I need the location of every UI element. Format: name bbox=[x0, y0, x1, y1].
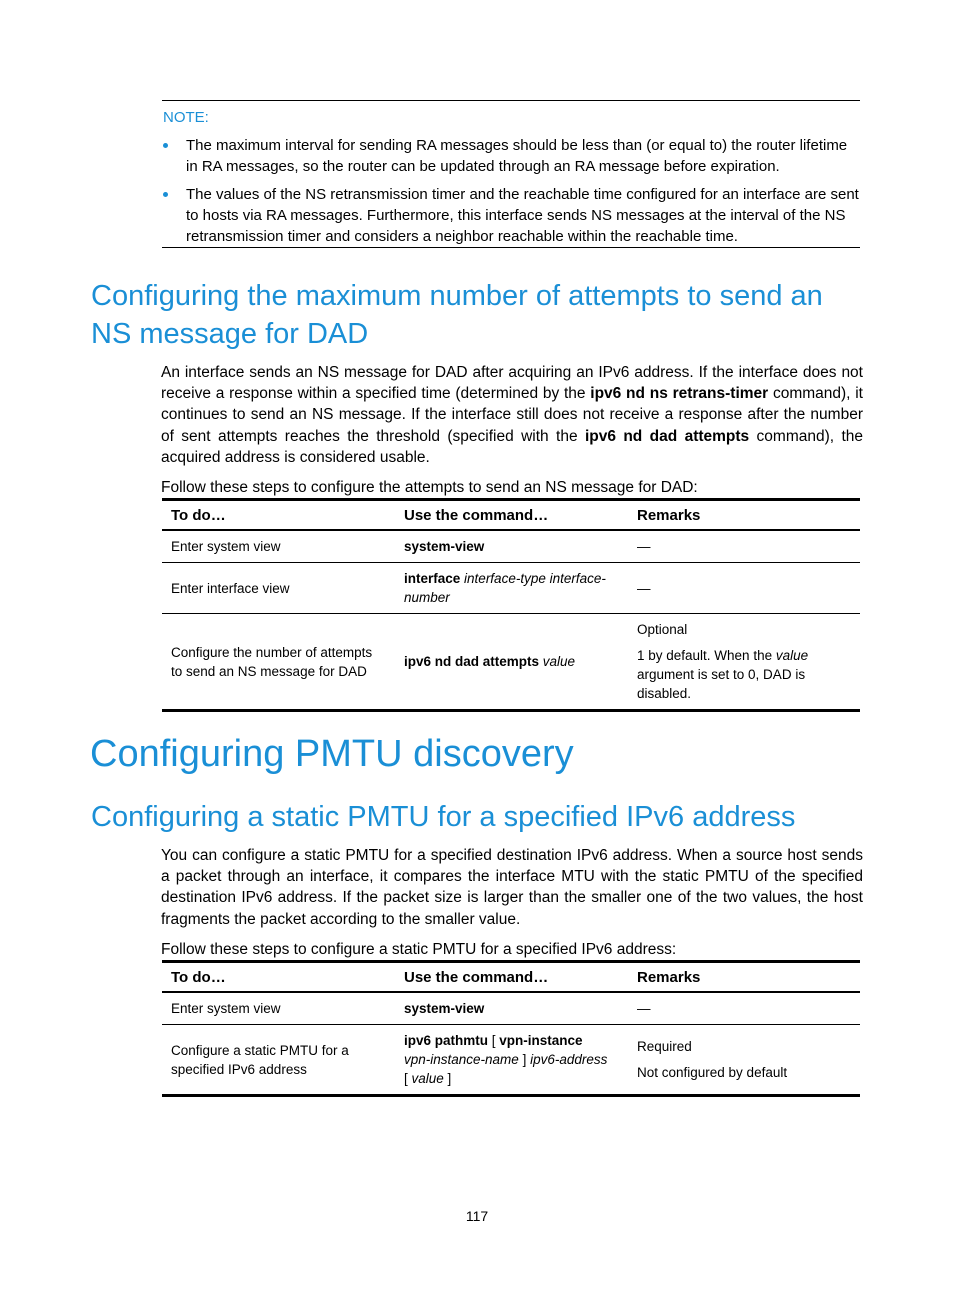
header-todo: To do… bbox=[171, 507, 226, 524]
table-row bbox=[162, 1025, 860, 1096]
header-remarks: Remarks bbox=[637, 969, 701, 986]
bullet-icon bbox=[163, 192, 168, 197]
table-header-row bbox=[162, 500, 860, 531]
header-remarks: Remarks bbox=[637, 507, 701, 524]
bullet-icon bbox=[163, 143, 168, 148]
table-header-row bbox=[162, 962, 860, 993]
header-command: Use the command… bbox=[404, 969, 549, 986]
cell-todo: Enter system view bbox=[162, 530, 395, 563]
cell-remarks: — bbox=[628, 530, 860, 563]
page-number: 117 bbox=[465, 1208, 489, 1224]
section2-paragraph: You can configure a static PMTU for a specified destination IPv6 address. When a source host sends a packet through an interface, it compares the interface MTU with the static PMTU of the specified destination IPv6 address. If the packet size is larger than the smaller one of the two values, the host fragments the packet according to the smaller value. bbox=[161, 847, 863, 928]
table-row bbox=[162, 563, 860, 614]
note-top-rule bbox=[162, 100, 860, 101]
cell-todo: Configure the number of attempts to send an NS message for DAD bbox=[162, 614, 395, 711]
cell-command: ipv6 nd dad attempts value bbox=[395, 614, 628, 711]
note-label: NOTE: bbox=[163, 109, 209, 126]
section-title-dad-attempts: Configuring the maximum number of attempts to send an NS message for DAD bbox=[91, 280, 823, 350]
note-bottom-rule bbox=[162, 247, 860, 248]
table-row bbox=[162, 614, 860, 711]
cell-todo: Configure a static PMTU for a specified IPv6 address bbox=[162, 1025, 395, 1096]
note-item-2: The values of the NS retransmission timer and the reachable time configured for an interface are sent to hosts via RA messages. Furthermore, this interface sends NS messages at the interval of the NS retransmission timer and considers a neighbor reachable within the reachable time. bbox=[186, 186, 859, 245]
pmtu-command-table bbox=[162, 960, 860, 1097]
section1-paragraph: An interface sends an NS message for DAD after acquiring an IPv6 address. If the interface does not receive a response within a specified time (determined by the ipv6 nd ns retrans-timer command), it continues to send an NS message. If the interface still does not receive a response after the number of sent attempts reaches the threshold (specified with the ipv6 nd dad attempts command), the acquired address is considered usable. bbox=[161, 364, 863, 466]
header-command: Use the command… bbox=[404, 507, 549, 524]
cell-command: interface interface-type interface-number bbox=[395, 563, 628, 614]
cell-remarks: Required Not configured by default bbox=[628, 1025, 860, 1096]
section1-intro: Follow these steps to configure the attempts to send an NS message for DAD: bbox=[161, 479, 698, 496]
command-ref: ipv6 nd ns retrans-timer bbox=[590, 385, 769, 403]
cell-command: ipv6 pathmtu [ vpn-instance vpn-instance-name ] ipv6-address [ value ] bbox=[395, 1025, 628, 1096]
cell-todo: Enter system view bbox=[162, 992, 395, 1025]
header-todo: To do… bbox=[171, 969, 226, 986]
cell-remarks: — bbox=[628, 563, 860, 614]
section2-intro: Follow these steps to configure a static PMTU for a specified IPv6 address: bbox=[161, 941, 677, 958]
cell-command: system-view bbox=[395, 992, 628, 1025]
table-row bbox=[162, 530, 860, 563]
command-ref: ipv6 nd dad attempts bbox=[584, 427, 750, 445]
dad-command-table bbox=[162, 498, 860, 712]
note-item-1: The maximum interval for sending RA messages should be less than (or equal to) the router lifetime in RA messages, so the router can be updated through an RA message before expiration. bbox=[186, 137, 848, 175]
section-title-static-pmtu: Configuring a static PMTU for a specified IPv6 address bbox=[91, 801, 796, 833]
cell-remarks: — bbox=[628, 992, 860, 1025]
chapter-title: Configuring PMTU discovery bbox=[90, 733, 574, 775]
cell-remarks: Optional 1 by default. When the value argument is set to 0, DAD is disabled. bbox=[628, 614, 860, 711]
cell-command: system-view bbox=[395, 530, 628, 563]
cell-todo: Enter interface view bbox=[162, 563, 395, 614]
table-row bbox=[162, 992, 860, 1025]
